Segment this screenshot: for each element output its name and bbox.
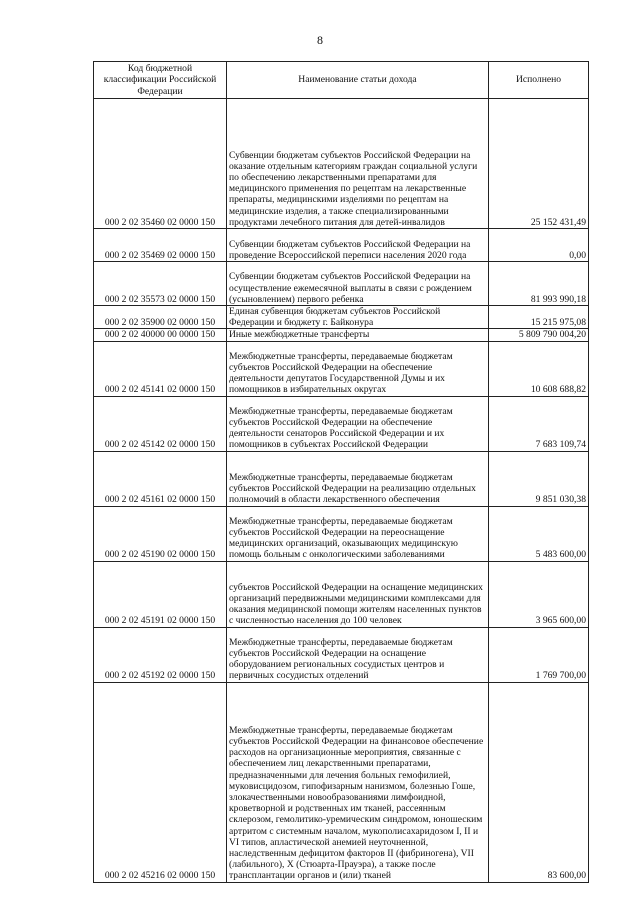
header-name: Наименование статьи дохода	[227, 62, 489, 99]
row-value: 0,00	[489, 229, 589, 262]
row-name: Субвенции бюджетам субъектов Российской Федерации на проведение Всероссийской переписи населения 2020 года	[227, 229, 489, 262]
row-name: Субвенции бюджетам субъектов Российской Федерации на оказание отдельным категориям граждан социальной услуги по обеспечению лекарственными препаратами для медицинского применения по рецептам на лекарственные препараты, медицинскими изделиями по рецептам на медицинские изделия, а также специализированными продуктами лечебного питания для детей-инвалидов	[227, 99, 489, 229]
row-name: Межбюджетные трансферты, передаваемые бюджетам субъектов Российской Федерации на реализацию отдельных полномочий в области лекарственного обеспечения	[227, 451, 489, 506]
page-number: 8	[317, 33, 323, 47]
row-name: Субвенции бюджетам субъектов Российской Федерации на осуществление ежемесячной выплаты в связи с рождением (усыновлением) первого ребенка	[227, 262, 489, 306]
row-code: 000 2 02 45141 02 0000 150	[94, 341, 227, 396]
row-name: Межбюджетные трансферты, передаваемые бюджетам субъектов Российской Федерации на оснащение оборудованием региональных сосудистых центров и первичных сосудистых отделений	[227, 627, 489, 682]
row-code: 000 2 02 35460 02 0000 150	[94, 99, 227, 229]
row-name: Межбюджетные трансферты, передаваемые бюджетам субъектов Российской Федерации на финансовое обеспечение расходов на организационные мероприятия, связанные с обеспечением лиц лекарственными препаратами, предназначенными для лечения больных гемофилией, муковисцидозом, гипофизарным нанизмом, болезнью Гоше, злокачественными новообразованиями лимфоидной, кроветворной и родственных им тканей, рассеянным склерозом, гемолитико-уремическим синдромом, юношеским артритом с системным началом, мукополисахаридозом I, II и VI типов, апластической анемией неуточненной, наследственным дефицитом факторов II (фибриногена), VII (лабильного), X (Стюарта-Прауэра), а также после трансплантации органов и (или) тканей	[227, 682, 489, 882]
table-row	[94, 682, 589, 882]
table-row	[94, 99, 589, 229]
row-name: субъектов Российской Федерации на оснащение медицинских организаций передвижными медицинскими комплексами для оказания медицинской помощи жителям населенных пунктов с численностью населения до 100 человек	[227, 561, 489, 627]
row-value: 5 483 600,00	[489, 506, 589, 561]
table-header-row	[94, 62, 589, 99]
row-name: Иные межбюджетные трансферты	[227, 329, 489, 341]
table-row	[94, 627, 589, 682]
row-name: Межбюджетные трансферты, передаваемые бюджетам субъектов Российской Федерации на обеспечение деятельности сенаторов Российской Федерации и их помощников в субъектах Российской Федерации	[227, 396, 489, 451]
row-code: 000 2 02 45192 02 0000 150	[94, 627, 227, 682]
row-code: 000 2 02 45142 02 0000 150	[94, 396, 227, 451]
row-code: 000 2 02 40000 00 0000 150	[94, 329, 227, 341]
row-code: 000 2 02 45191 02 0000 150	[94, 561, 227, 627]
row-value: 7 683 109,74	[489, 396, 589, 451]
table-row	[94, 329, 589, 341]
row-name: Межбюджетные трансферты, передаваемые бюджетам субъектов Российской Федерации на обеспечение деятельности депутатов Государственной Думы и их помощников в избирательных округах	[227, 341, 489, 396]
row-code: 000 2 02 35900 02 0000 150	[94, 306, 227, 329]
header-code: Код бюджетной классификации Российской Федерации	[94, 62, 227, 99]
table-row	[94, 506, 589, 561]
table-row	[94, 561, 589, 627]
row-name: Межбюджетные трансферты, передаваемые бюджетам субъектов Российской Федерации на переоснащение медицинских организаций, оказывающих медицинскую помощь больным с онкологическими заболеваниями	[227, 506, 489, 561]
row-value: 1 769 700,00	[489, 627, 589, 682]
row-value: 9 851 030,38	[489, 451, 589, 506]
row-value: 3 965 600,00	[489, 561, 589, 627]
table-row	[94, 341, 589, 396]
table-row	[94, 229, 589, 262]
row-value: 5 809 790 004,20	[489, 329, 589, 341]
row-value: 81 993 990,18	[489, 262, 589, 306]
table-row	[94, 262, 589, 306]
row-code: 000 2 02 45190 02 0000 150	[94, 506, 227, 561]
table-row	[94, 306, 589, 329]
row-code: 000 2 02 35573 02 0000 150	[94, 262, 227, 306]
table-row	[94, 451, 589, 506]
row-code: 000 2 02 45161 02 0000 150	[94, 451, 227, 506]
row-value: 15 215 975,08	[489, 306, 589, 329]
row-value: 10 608 688,82	[489, 341, 589, 396]
revenue-table	[93, 61, 589, 883]
header-executed: Исполнено	[489, 62, 589, 99]
row-value: 83 600,00	[489, 682, 589, 882]
table-row	[94, 396, 589, 451]
row-name: Единая субвенция бюджетам субъектов Российской Федерации и бюджету г. Байконура	[227, 306, 489, 329]
table-body	[94, 99, 589, 883]
row-code: 000 2 02 45216 02 0000 150	[94, 682, 227, 882]
row-code: 000 2 02 35469 02 0000 150	[94, 229, 227, 262]
row-value: 25 152 431,49	[489, 99, 589, 229]
